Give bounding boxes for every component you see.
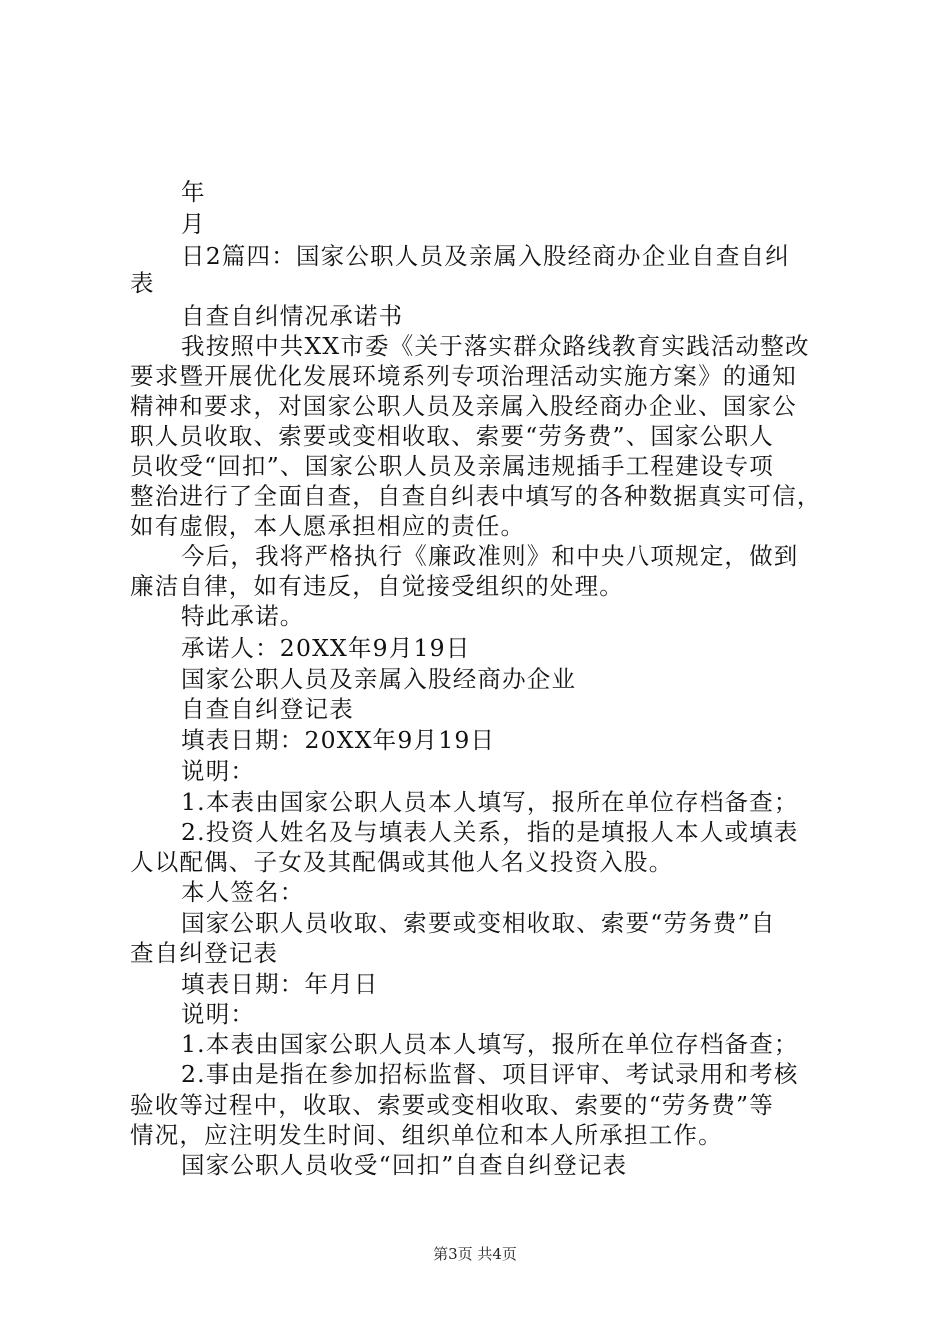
text-line-11: 整治进行了全面自查，自查自纠表中填写的各种数据真实可信， [130,482,822,510]
text-line-24: 本人签名： [181,878,305,906]
text-line-6: 我按照中共XX市委《关于落实群众路线教育实践活动整改 [181,332,810,360]
text-line-2: 月 [181,210,206,238]
text-line-33: 国家公职人员收受“回扣”自查自纠登记表 [181,1151,628,1179]
text-line-12: 如有虚假，本人愿承担相应的责任。 [130,512,526,540]
text-line-23: 人以配偶、子女及其配偶或其他人名义投资入股。 [130,848,674,876]
text-line-27: 填表日期：年月日 [181,970,379,998]
text-line-15: 特此承诺。 [181,602,305,630]
text-line-25: 国家公职人员收取、索要或变相收取、索要“劳务费”自 [181,909,776,937]
text-line-30: 2.事由是指在参加招标监督、项目评审、考试录用和考核 [181,1060,799,1088]
text-line-1: 年 [181,178,206,206]
text-line-17: 国家公职人员及亲属入股经商办企业 [181,665,577,693]
text-line-5: 自查自纠情况承诺书 [181,302,404,330]
text-line-13: 今后，我将严格执行《廉政准则》和中央八项规定，做到 [181,542,799,570]
text-line-26: 查自纠登记表 [130,939,279,967]
text-line-18: 自查自纠登记表 [181,695,354,723]
page-number-footer: 第3页 共4页 [433,1245,517,1263]
text-line-7: 要求暨开展优化发展环境系列专项治理活动实施方案》的通知 [130,362,797,390]
text-line-29: 1.本表由国家公职人员本人填写，报所在单位存档备查； [181,1030,799,1058]
text-line-3: 日2篇四：国家公职人员及亲属入股经商办企业自查自纠 [181,242,790,270]
text-line-20: 说明： [181,757,256,785]
text-line-10: 员收受“回扣”、国家公职人员及亲属违规插手工程建设专项 [130,452,774,480]
text-line-14: 廉洁自律，如有违反，自觉接受组织的处理。 [130,572,624,600]
text-line-22: 2.投资人姓名及与填表人关系，指的是填报人本人或填表 [181,818,799,846]
text-line-8: 精神和要求，对国家公职人员及亲属入股经商办企业、国家公 [130,392,797,420]
text-line-19: 填表日期：20XX年9月19日 [181,726,496,754]
text-line-31: 验收等过程中，收取、索要或变相收取、索要的“劳务费”等 [130,1091,774,1119]
text-line-28: 说明： [181,1000,256,1028]
text-line-4: 表 [130,269,155,297]
text-line-21: 1.本表由国家公职人员本人填写，报所在单位存档备查； [181,788,799,816]
text-line-16: 承诺人：20XX年9月19日 [181,634,471,662]
text-line-9: 职人员收取、索要或变相收取、索要“劳务费”、国家公职人 [130,422,774,450]
text-line-32: 情况，应注明发生时间、组织单位和本人所承担工作。 [130,1121,723,1149]
